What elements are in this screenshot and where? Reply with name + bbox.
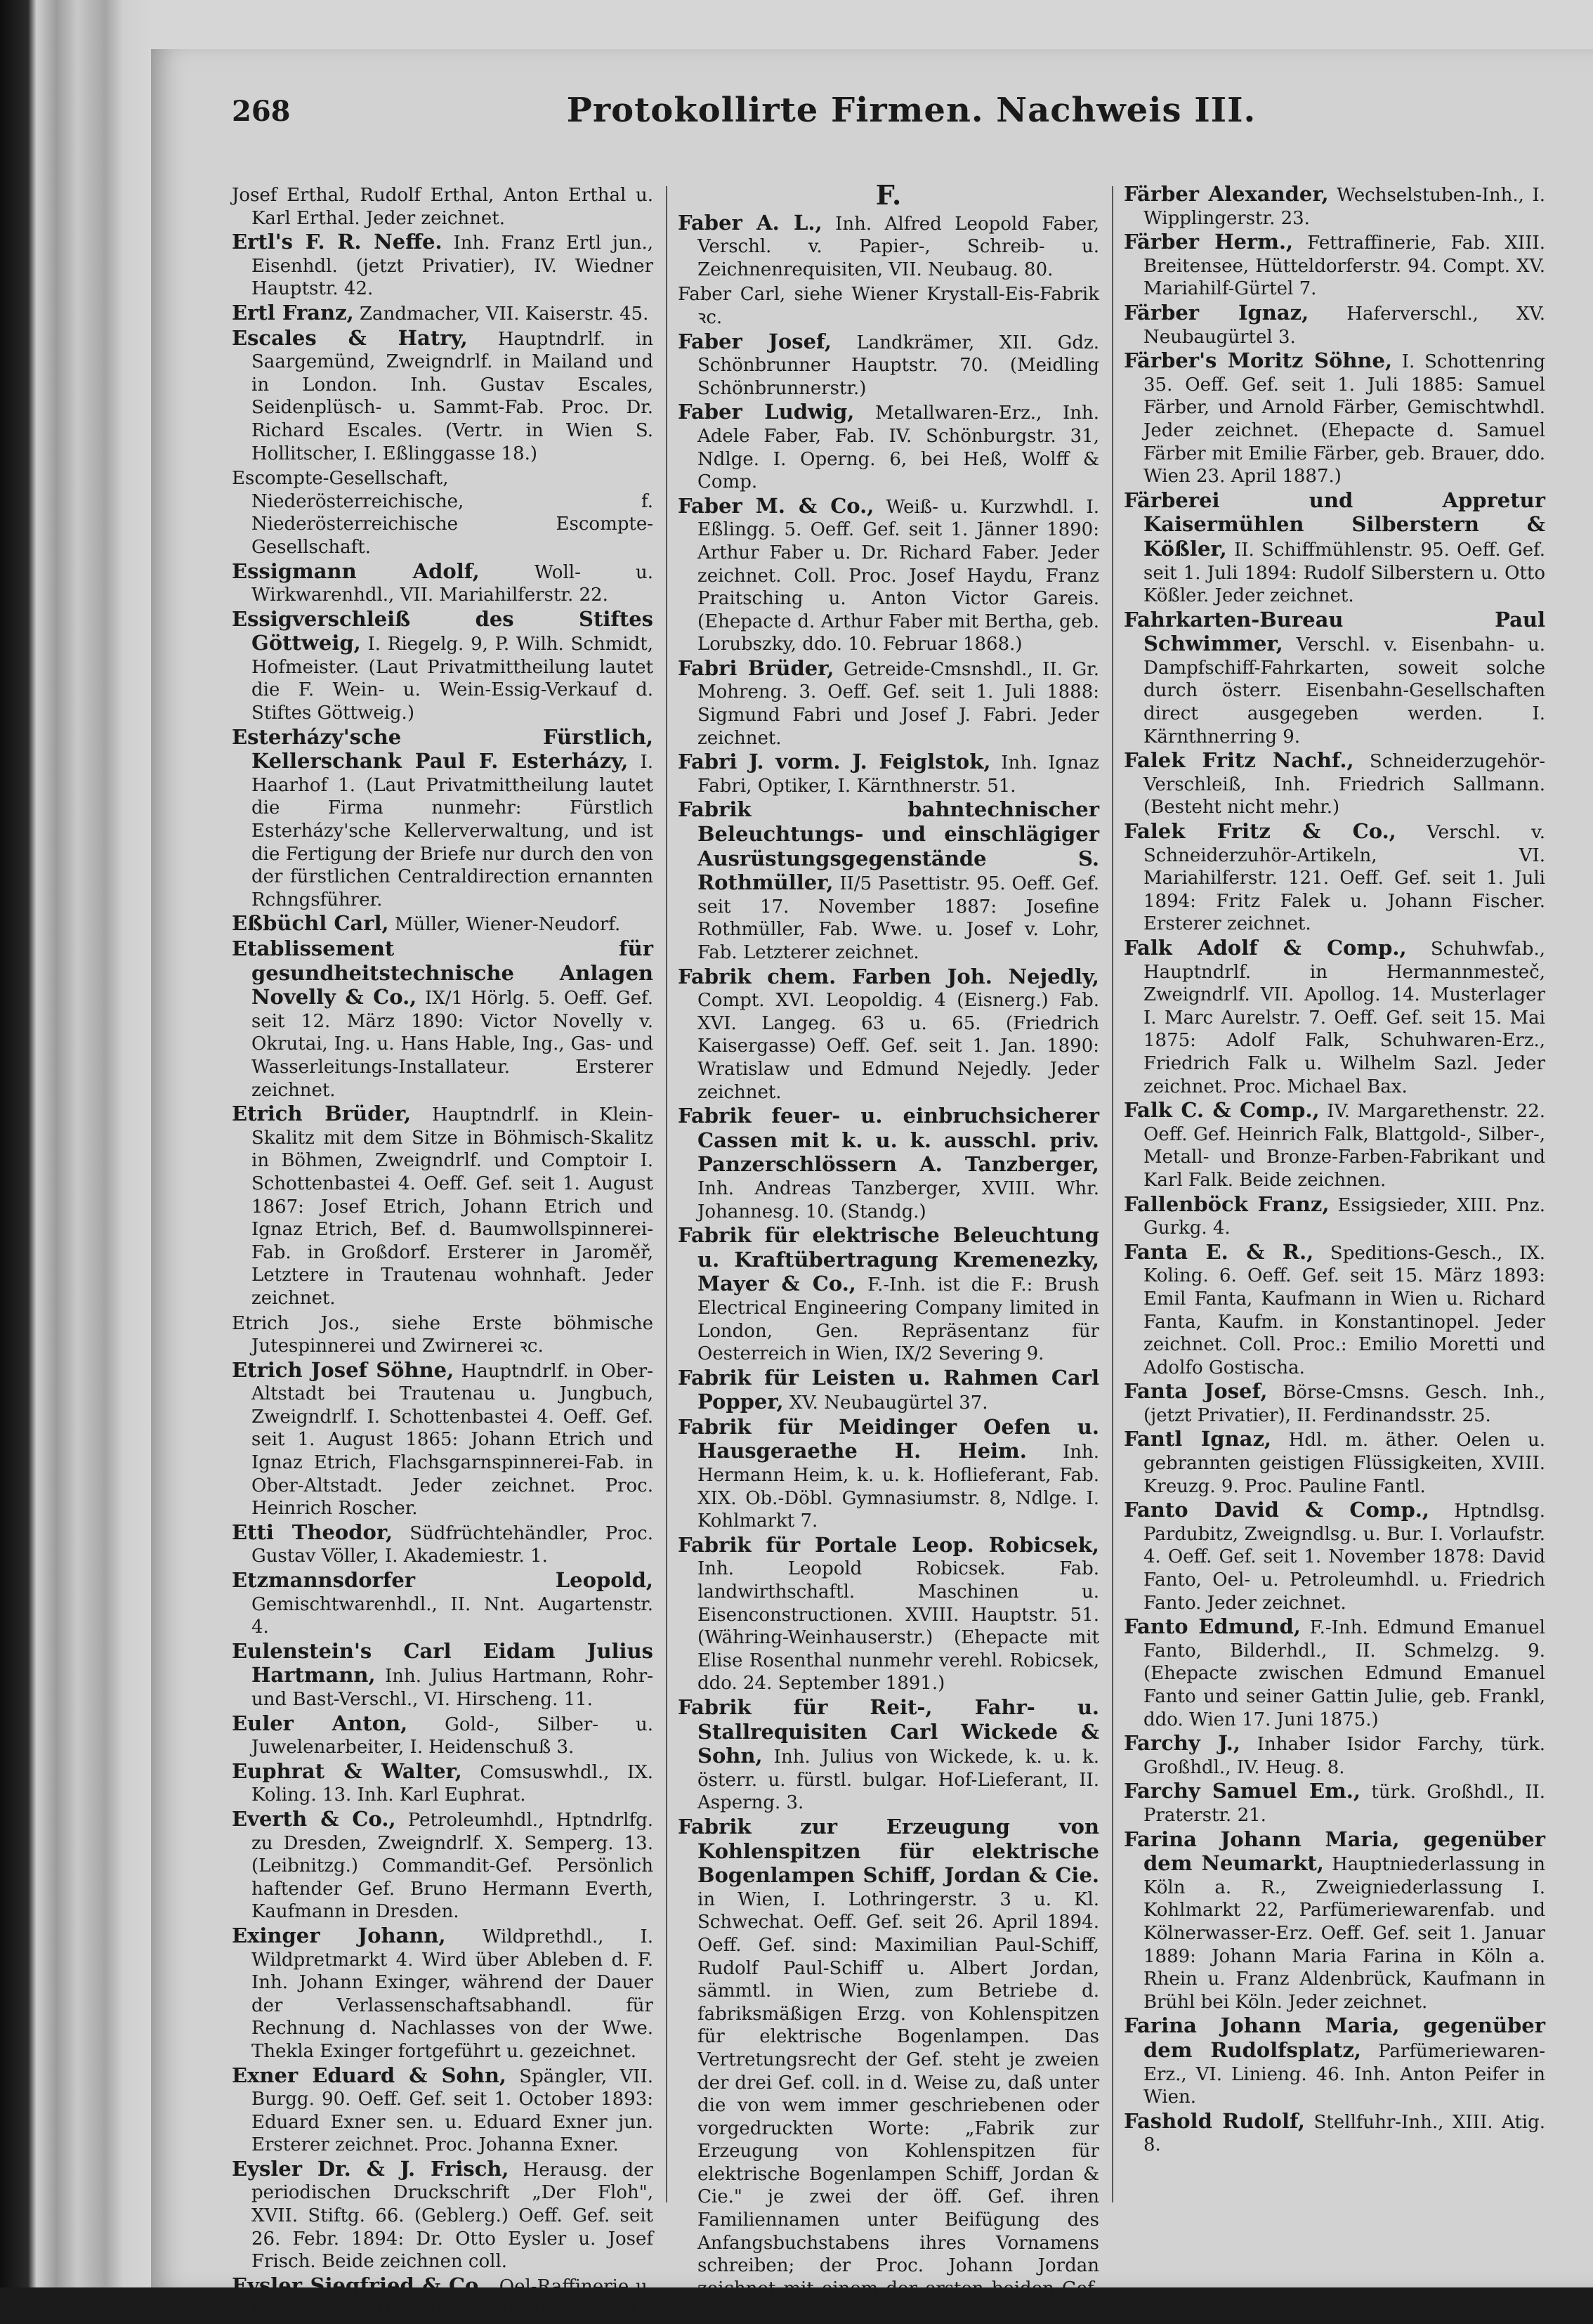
firm-description: Inh. Ignaz Fabri, Optiker, I. Kärnthnerstr. 51. xyxy=(697,752,1099,797)
firm-name: Faber Ludwig, xyxy=(678,400,855,424)
firm-name: Ertl Franz, xyxy=(232,300,354,325)
firm-name: Falk C. & Comp., xyxy=(1124,1098,1320,1123)
firm-name: Farchy J., xyxy=(1124,1731,1240,1756)
firm-entry xyxy=(232,1640,653,1711)
firm-description: Landkrämer, XII. Gdz. Schönbrunner Hauptstr. 70. (Meidling Schönbrunnerstr.) xyxy=(697,332,1099,399)
firm-name: Essigverschleiß des Stiftes Göttweig, xyxy=(232,606,653,655)
firm-description: Wildprethdl., I. Wildpretmarkt 4. Wird über Ableben d. F. Inh. Johann Exinger, während der Dauer der Verlassenschaftsabhandl. für Rechnung d. Nachlasses von der Wwe. Thekla Exinger fortgeführt u. gezeichnet. xyxy=(251,1926,653,2062)
firm-entry xyxy=(678,1815,1099,2323)
firm-name: Falk Adolf & Comp., xyxy=(1124,936,1407,960)
firm-description: Börse-Cmsns. Gesch. Inh., (jetzt Privatier), II. Ferdinandsstr. 25. xyxy=(1143,1382,1546,1426)
firm-description: Zandmacher, VII. Kaiserstr. 45. xyxy=(353,303,649,325)
firm-name: Fabrik für Portale Leop. Robicsek, xyxy=(678,1532,1099,1557)
firm-entry xyxy=(678,1104,1099,1223)
firm-description: Inhaber Isidor Farchy, türk. Großhdl., IV. Heug. 8. xyxy=(1143,1734,1545,1778)
firm-description: Stellfuhr-Inh., XIII. Atig. 8. xyxy=(1143,2111,1545,2156)
firm-name: Fanta Josef, xyxy=(1124,1379,1268,1404)
firm-name: Fabri Brüder, xyxy=(678,655,834,680)
firm-name: Färber Alexander, xyxy=(1124,182,1329,206)
firm-name: Etablissement für gesundheitstechnische Anlagen Novelly & Co., xyxy=(232,936,653,1010)
firm-name: Falek Fritz & Co., xyxy=(1124,819,1396,844)
firm-description: Josef Erthal, Rudolf Erthal, Anton Erthal u. Karl Erthal. Jeder zeichnet. xyxy=(232,185,653,229)
firm-description: XV. Neubaugürtel 37. xyxy=(783,1392,988,1414)
column-divider xyxy=(666,186,667,2202)
firm-entry xyxy=(1124,1193,1545,1240)
firm-entry xyxy=(232,912,653,936)
firm-entry xyxy=(678,330,1099,400)
firm-entry xyxy=(1124,301,1545,348)
firm-entry xyxy=(232,1712,653,1759)
directory-page xyxy=(151,49,1593,2323)
firm-name: Fantl Ignaz, xyxy=(1124,1427,1272,1451)
firm-description: II. Schiffmühlenstr. 95. Oeff. Gef. seit 1. Juli 1894: Rudolf Silberstern u. Otto Kößler. Jeder zeichnet. xyxy=(1143,539,1545,607)
column-divider xyxy=(1112,186,1113,2202)
firm-entry xyxy=(1124,820,1545,936)
firm-description: F.-Inh. ist die F.: Brush Electrical Engineering Company limited in London, Gen. Repräsentanz für Oesterreich in Wien, IX/2 Severing 9. xyxy=(697,1274,1099,1365)
firm-name: Euphrat & Walter, xyxy=(232,1758,462,1783)
firm-description: in Wien, I. Lothringerstr. 3 u. Kl. Schwechat. Oeff. Gef. seit 26. April 1894. Oeff. Gef. sind: Maximilian Paul-Schiff, Rudolf Paul-Schiff u. Albert Jordan, sämmtl. in Wien, zum Betriebe d. fabriksmäßigen Erzg. von Kohlenspitzen für elektrische Bogenlampen. Das Vertretungsrecht der Gef. steht je zweien der drei Gef. coll. in d. Weise zu, daß unter die von wem immer geschriebenen oder vorgedruckten Worte: „Fabrik zur Erzeugung von Kohlenspitzen für elektrische Bogenlampen Schiff, Jordan & Cie." je zwei der öff. Gef. ihren Familiennamen unter Beifügung des Anfangsbuchstabens ihres Vornamens schreiben; der Proc. Johann Jordan zeichnet mit einem der ersten beiden Gef. coll. xyxy=(697,1888,1099,2323)
firm-entry xyxy=(232,301,653,326)
firm-description: Inh. Hermann Heim, k. u. k. Hoflieferant, Fab. XIX. Ob.-Döbl. Gymnasiumstr. 8, Ndlge. I. Kohlmarkt 7. xyxy=(697,1442,1099,1532)
firm-entry xyxy=(678,965,1099,1104)
firm-name: Fashold Rudolf, xyxy=(1124,2108,1305,2133)
firm-description: F.-Inh. Edmund Emanuel Fanto, Bilderhdl., II. Schmelzg. 9. (Ehepacte zwischen Edmund Emanuel Fanto und seiner Gattin Julie, geb. Frankl, ddo. Wien 17. Juni 1875.) xyxy=(1143,1617,1545,1730)
firm-description: Comsuswhdl., IX. Koling. 13. Inh. Karl Euphrat. xyxy=(251,1761,653,1806)
firm-entry xyxy=(232,2157,653,2273)
firm-entry xyxy=(1124,1499,1545,1614)
firm-name: Eysler Siegfried & Co., xyxy=(232,2273,493,2297)
page-number: 268 xyxy=(232,95,291,128)
firm-description: Inh. Franz Ertl jun., Eisenhdl. (jetzt Privatier), IV. Wiedner Hauptstr. 42. xyxy=(251,233,654,300)
firm-entry xyxy=(232,1359,653,1520)
firm-description: Fettraffinerie, Fab. XIII. Breitensee, Hütteldorferstr. 94. Compt. XV. Mariahilf-Gürtel 7. xyxy=(1143,233,1545,300)
firm-description: Metallwaren-Erz., Inh. Adele Faber, Fab. IV. Schönburgstr. 31, Ndlge. I. Operng. 6, bei Heß, Wolff & Comp. xyxy=(697,403,1099,493)
firm-entry xyxy=(232,1760,653,1807)
firm-description: I. Haarhof 1. (Laut Privatmittheilung lautet die Firma nunmehr: Fürstlich Esterházy'sche Kellerverwaltung, und ist die Fertigung der Briefe nur durch den von der fürstlichen Centraldirection ernannten Rchngsführer. xyxy=(251,752,653,910)
firm-entry xyxy=(232,937,653,1102)
firm-name: Faber Josef, xyxy=(678,329,832,353)
firm-name: Etti Theodor, xyxy=(232,1520,393,1544)
firm-name: Färber Herm., xyxy=(1124,230,1294,254)
firm-entry xyxy=(678,657,1099,750)
firm-description: I. Schottenring 35. Oeff. Gef. seit 1. Juli 1885: Samuel Färber, und Arnold Färber, Gemischtwhdl. Jeder zeichnet. (Ehepacte d. Samuel Färber mit Emilie Färber, geb. Brauer, ddo. Wien 23. April 1887.) xyxy=(1143,351,1545,488)
firm-entry xyxy=(1124,1241,1545,1380)
firm-description: Essigsieder, XIII. Pnz. Gurkg. 4. xyxy=(1143,1194,1545,1239)
firm-description: Hauptndrlf. in Saargemünd, Zweigndrlf. in Mailand und in London. Inh. Gustav Escales, Seidenplüsch- u. Sammt-Fab. Proc. Dr. Richard Escales. (Vertr. in Wien S. Hollitscher, I. Eßlinggasse 18.) xyxy=(251,328,653,464)
firm-name: Farchy Samuel Em., xyxy=(1124,1779,1361,1803)
firm-name: Faber A. L., xyxy=(678,210,822,235)
firm-description: Inh. Julius von Wickede, k. u. k. österr. u. fürstl. bulgar. Hof-Lieferant, II. Asperng. 3. xyxy=(697,1747,1099,1814)
firm-entry xyxy=(1124,1828,1545,2014)
firm-name: Etrich Brüder, xyxy=(232,1102,412,1126)
firm-name: Fabrik feuer- u. einbruchsicherer Cassen mit k. u. k. ausschl. priv. Panzerschlössern A. Tanzberger, xyxy=(678,1104,1099,1177)
firm-description: IX/1 Hörlg. 5. Oeff. Gef. seit 12. März 1890: Victor Novelly v. Okrutai, Ing. u. Hans Hable, Ing., Gas- und Wasserleitungs-Installateur. Ersterer zeichnet. xyxy=(251,988,653,1101)
firm-description: Hdl. m. äther. Oelen u. gebrannten geistigen Flüssigkeiten, XVIII. Kreuzg. 9. Proc. Pauline Fantl. xyxy=(1143,1430,1546,1497)
firm-description: Compt. XVI. Leopoldig. 4 (Eisnerg.) Fab. XVI. Langeg. 63 u. 65. (Friedrich Kaisergasse) Oeff. Gef. seit 1. Jan. 1890: Wratislaw und Edmund Nejedly. Jeder zeichnet. xyxy=(697,990,1099,1103)
firm-name: Faber M. & Co., xyxy=(678,493,874,518)
firm-name: Färber Ignaz, xyxy=(1124,300,1309,325)
firm-entry xyxy=(678,1366,1099,1415)
firm-entry xyxy=(232,726,653,912)
firm-description: Hauptndrlf. in Klein-Skalitz mit dem Sitze in Böhmisch-Skalitz in Böhmen, Zweigndrlf. und Comptoir I. Schottenbastei 4. Oeff. Gef. seit 1. August 1867: Josef Etrich, Johann Etrich und Ignaz Etrich, Bef. d. Baumwollspinnerei-Fab. in Großdorf. Ersterer in Jaroměř, Letztere in Trautenau wohnhaft. Jeder zeichnet. xyxy=(251,1104,653,1309)
firm-name: Fanta E. & R., xyxy=(1124,1239,1314,1264)
firm-name: Fanto David & Comp., xyxy=(1124,1498,1429,1522)
firm-description: Schuhwfab., Hauptndrlf. in Hermannmesteč, Zweigndrlf. VII. Apollog. 14. Musterlager I. Marc Aurelstr. 7. Oeff. Gef. seit 15. Mai 1875: Adolf Falk, Schuhwaren-Erz., Friedrich Falk u. Wilhelm Sazl. Jeder zeichnet. Proc. Michael Bax. xyxy=(1143,939,1545,1097)
firm-description: Wechselstuben-Inh., I. Wipplingerstr. 23. xyxy=(1143,185,1545,229)
firm-name: Eulenstein's Carl Eidam Julius Hartmann, xyxy=(232,1638,653,1687)
firm-description: II/5 Pasettistr. 95. Oeff. Gef. seit 17. November 1887: Josefine Rothmüller, Fab. Wwe. u. Josef v. Lohr, Fab. Letzterer zeichnet. xyxy=(697,873,1099,963)
firm-name: Euler Anton, xyxy=(232,1711,408,1735)
firm-entry xyxy=(1124,1615,1545,1731)
firm-entry xyxy=(232,560,653,607)
firm-description: Verschl. v. Eisenbahn- u. Dampfschiff-Fahrkarten, soweit solche durch österr. Eisenbahn-Gesellschaften direct ausgegeben werden. I. Kärnthnerring 9. xyxy=(1143,634,1545,748)
firm-name: Everth & Co., xyxy=(232,1806,396,1831)
firm-description: Gold-, Silber- u. Juwelenarbeiter, I. Heidenschuß 3. xyxy=(251,1713,653,1758)
firm-entry xyxy=(1124,183,1545,230)
firm-name: Fallenböck Franz, xyxy=(1124,1192,1330,1216)
column-3 xyxy=(1124,183,1545,2157)
firm-entry xyxy=(1124,1099,1545,1192)
firm-description: Woll- u. Wirkwarenhdl., VII. Mariahilferstr. 22. xyxy=(251,561,653,606)
firm-description: Inh. Andreas Tanzberger, XVIII. Whr. Johannesg. 10. (Standg.) xyxy=(697,1177,1099,1222)
firm-description: Müller, Wiener-Neudorf. xyxy=(388,914,621,936)
firm-description: Speditions-Gesch., IX. Koling. 6. Oeff. Gef. seit 15. März 1893: Emil Fanta, Kaufmann in Wien u. Richard Fanta, Kaufm. in Konstantinopel. Jeder zeichnet. Coll. Proc.: Emilio Moretti und Adolfo Gostischa. xyxy=(1143,1242,1546,1378)
firm-entry xyxy=(232,2274,653,2321)
firm-name: Esterházy'sche Fürstlich, Kellerschank Paul F. Esterházy, xyxy=(232,724,653,773)
firm-name: Fabrik für Meidinger Oefen u. Hausgeraethe H. Heim. xyxy=(678,1414,1099,1463)
firm-name: Färberei und Appretur Kaisermühlen Silberstern & Kößler, xyxy=(1124,488,1545,561)
firm-name: Eysler Dr. & J. Frisch, xyxy=(232,2156,509,2181)
firm-description: Verschl. v. Schneiderzuhör-Artikeln, VI. Mariahilferstr. 121. Oeff. Gef. seit 1. Juli 1894: Fritz Falek u. Johann Fischer. Ersterer zeichnet. xyxy=(1143,822,1545,935)
firm-entry xyxy=(1124,1780,1545,1827)
firm-description: Hauptndrlf. in Ober-Altstadt bei Trautenau u. Jungbuch, Zweigndrlf. I. Schottenbastei 4. Oeff. Gef. seit 1. August 1865: Johann Etrich und Ignaz Etrich, Flachsgarnspinnerei-Fab. in Ober-Altstadt. Jeder zeichnet. Proc. Heinrich Roscher. xyxy=(251,1360,653,1520)
firm-entry xyxy=(1124,230,1545,301)
firm-entry xyxy=(232,183,653,230)
firm-entry xyxy=(1124,1428,1545,1498)
page-header xyxy=(232,88,1591,165)
firm-entry xyxy=(232,1924,653,2063)
firm-description: Herausg. der periodischen Druckschrift „Der Floh", XVII. Stiftg. 66. (Geblerg.) Oeff. Gef. seit 26. Febr. 1894: Dr. Otto Eysler u. Josef Frisch. Beide zeichnen coll. xyxy=(251,2159,653,2273)
firm-description: Etrich Jos., siehe Erste böhmische Jutespinnerei und Zwirnerei ꝛc. xyxy=(232,1312,653,1357)
firm-description: Haferverschl., XV. Neubaugürtel 3. xyxy=(1143,303,1545,348)
firm-name: Exner Eduard & Sohn, xyxy=(232,2063,507,2087)
column-2 xyxy=(678,179,1099,2324)
firm-name: Etzmannsdorfer Leopold, xyxy=(232,1568,653,1593)
firm-entry xyxy=(678,495,1099,656)
firm-entry xyxy=(1124,2014,1545,2108)
firm-entry xyxy=(232,1311,653,1358)
running-title: Protokollirte Firmen. Nachweis III. xyxy=(566,91,1257,130)
column-1 xyxy=(232,183,653,2322)
firm-entry xyxy=(232,327,653,466)
firm-entry xyxy=(1124,749,1545,819)
firm-description: Oel-Raffinerie u. Fettwfab., XVII. Stiftg. 66. (Geblergasse.) xyxy=(251,2276,653,2320)
firm-name: Exinger Johann, xyxy=(232,1923,446,1947)
firm-entry xyxy=(678,1416,1099,1533)
firm-description: Hptndlsg. Pardubitz, Zweigndlsg. u. Bur. I. Vorlaufstr. 4. Oeff. Gef. seit 1. November 1878: David Fanto, Oel- u. Petroleumhdl. u. Friedrich Fanto. Jeder zeichnet. xyxy=(1143,1501,1545,1614)
firm-name: Fabrik für elektrische Beleuchtung u. Kraftübertragung Kremenezky, Mayer & Co., xyxy=(678,1223,1099,1296)
firm-entry xyxy=(232,1102,653,1310)
firm-entry xyxy=(232,1569,653,1639)
firm-entry xyxy=(232,1521,653,1568)
firm-description: Inh. Leopold Robicsek. Fab. landwirthschaftl. Maschinen u. Eisenconstructionen. XVIII. Hauptstr. 51. (Währing-Weinhauserstr.) (Ehepacte mit Elise Rosenthal nunmehr verehl. Robicsek, ddo. 24. September 1891.) xyxy=(697,1558,1099,1695)
firm-description: Getreide-Cmsnshdl., II. Gr. Mohreng. 3. Oeff. Gef. seit 1. Juli 1888: Sigmund Fabri und Josef J. Fabri. Jeder zeichnet. xyxy=(697,658,1099,749)
firm-name: Färber's Moritz Söhne, xyxy=(1124,348,1393,373)
firm-name: Farina Johann Maria, gegenüber dem Rudolfsplatz, xyxy=(1124,2013,1545,2062)
firm-name: Fahrkarten-Bureau Paul Schwimmer, xyxy=(1124,607,1545,656)
firm-name: Eßbüchl Carl, xyxy=(232,911,389,936)
firm-name: Falek Fritz Nachf., xyxy=(1124,748,1354,773)
firm-name: Fabri J. vorm. J. Feiglstok, xyxy=(678,750,991,774)
firm-entry xyxy=(1124,349,1545,488)
firm-description: Schneiderzugehör-Verschleiß, Inh. Friedrich Sallmann. (Besteht nicht mehr.) xyxy=(1143,751,1546,818)
firm-name: Ertl's F. R. Neffe. xyxy=(232,230,442,254)
firm-name: Essigmann Adolf, xyxy=(232,559,480,583)
firm-entry xyxy=(678,400,1099,493)
firm-entry xyxy=(1124,1380,1545,1427)
firm-entry xyxy=(1124,489,1545,608)
firm-description: Faber Carl, siehe Wiener Krystall-Eis-Fabrik ꝛc. xyxy=(678,284,1099,328)
firm-entry xyxy=(1124,1732,1545,1779)
firm-entry xyxy=(678,282,1099,329)
firm-description: türk. Großhdl., II. Praterstr. 21. xyxy=(1143,1782,1545,1826)
firm-entry xyxy=(232,230,653,301)
firm-description: Petroleumhdl., Hptndrlfg. zu Dresden, Zweigndrlf. X. Semperg. 13. (Leibnitzg.) Commandit-Gef. Persönlich haftender Gef. Bruno Hermann Everth, Kaufmann in Dresden. xyxy=(251,1809,653,1923)
firm-name: Fabrik bahntechnischer Beleuchtungs- und einschlägiger Ausrüstungsgegenstände S. Rothmüller, xyxy=(678,797,1099,895)
firm-name: Etrich Josef Söhne, xyxy=(232,1357,454,1382)
firm-description: Inh. Julius Hartmann, Rohr- und Bast-Verschl., VI. Hirscheng. 11. xyxy=(251,1666,653,1710)
firm-entry xyxy=(678,1534,1099,1695)
firm-description: I. Riegelg. 9, P. Wilh. Schmidt, Hofmeister. (Laut Privatmittheilung lautet die F. Wein- u. Wein-Essig-Verkauf d. Stiftes Göttweig.) xyxy=(251,634,653,724)
firm-description: Südfrüchtehändler, Proc. Gustav Völler, I. Akademiestr. 1. xyxy=(251,1522,653,1567)
firm-name: Fabrik zur Erzeugung von Kohlenspitzen für elektrische Bogenlampen Schiff, Jordan & Cie. xyxy=(678,1814,1099,1888)
firm-entry xyxy=(232,466,653,559)
firm-entry xyxy=(678,750,1099,797)
firm-name: Fabrik für Leisten u. Rahmen Carl Popper, xyxy=(678,1365,1099,1414)
firm-entry xyxy=(1124,2110,1545,2157)
firm-name: Fabrik chem. Farben Joh. Nejedly, xyxy=(678,964,1099,988)
firm-name: Escales & Hatry, xyxy=(232,325,468,350)
firm-description: IV. Margarethenstr. 22. Oeff. Gef. Heinrich Falk, Blattgold-, Silber-, Metall- und Bronze-Farben-Fabrikant und Karl Falk. Beide zeichnen. xyxy=(1143,1101,1545,1191)
section-letter: F. xyxy=(875,179,902,211)
firm-entry xyxy=(678,1696,1099,1815)
firm-entry xyxy=(678,798,1099,964)
firm-entry xyxy=(678,211,1099,282)
firm-name: Farina Johann Maria, gegenüber dem Neumarkt, xyxy=(1124,1827,1545,1876)
firm-description: Spängler, VII. Burgg. 90. Oeff. Gef. seit 1. October 1893: Eduard Exner sen. u. Eduard Exner jun. Ersterer zeichnet. Proc. Johanna Exner. xyxy=(251,2065,653,2156)
firm-entry xyxy=(1124,608,1545,749)
firm-description: Weiß- u. Kurzwhdl. I. Eßlingg. 5. Oeff. Gef. seit 1. Jänner 1890: Arthur Faber u. Dr. Richard Faber. Jeder zeichnet. Coll. Proc. Josef Haydu, Franz Praitsching u. Anton Victor Gareis. (Ehepacte d. Arthur Faber mit Bertha, geb. Lorubszky, ddo. 10. Februar 1868.) xyxy=(697,496,1099,655)
firm-description: Escompte-Gesellschaft, Niederösterreichische, f. Niederösterreichische Escompte-Gesellschaft. xyxy=(232,468,653,558)
firm-description: Parfümeriewaren-Erz., VI. Linieng. 46. Inh. Anton Peifer in Wien. xyxy=(1143,2040,1545,2108)
firm-name: Fanto Edmund, xyxy=(1124,1614,1301,1639)
firm-entry xyxy=(232,1808,653,1924)
firm-description: Gemischtwarenhdl., II. Nnt. Augartenstr. 4. xyxy=(251,1593,653,1638)
firm-entry xyxy=(232,2064,653,2157)
firm-entry xyxy=(232,608,653,725)
firm-name: Fabrik für Reit-, Fahr- u. Stallrequisiten Carl Wickede & Sohn, xyxy=(678,1695,1099,1768)
firm-description: Hauptniederlassung in Köln a. R., Zweigniederlassung I. Kohlmarkt 22, Parfümeriewarenfab. und Kölnerwasser-Erz. Oeff. Gef. seit 1. Januar 1889: Johann Maria Farina in Köln a. Rhein u. Franz Aldenbrück, Kaufmann in Brühl bei Köln. Jeder zeichnet. xyxy=(1143,1854,1545,2013)
firm-description: Inh. Alfred Leopold Faber, Verschl. v. Papier-, Schreib- u. Zeichnenrequisiten, VII. Neubaug. 80. xyxy=(697,213,1099,280)
firm-entry xyxy=(1124,936,1545,1098)
firm-entry xyxy=(678,1224,1099,1366)
